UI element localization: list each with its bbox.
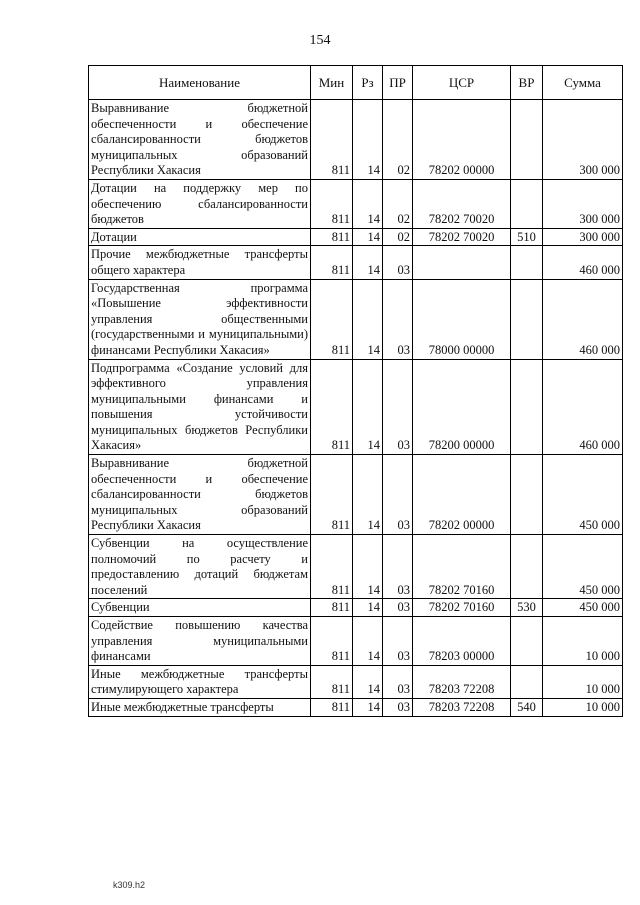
cell-csr: 78200 00000 [413,359,511,455]
budget-table [88,65,623,717]
cell-rz: 14 [353,228,383,246]
cell-rz: 14 [353,359,383,455]
cell-min: 811 [311,698,353,716]
cell-sum: 460 000 [543,279,623,359]
header-rz: Рз [353,66,383,100]
cell-sum: 10 000 [543,665,623,698]
cell-min: 811 [311,100,353,180]
cell-vr [511,246,543,279]
cell-sum: 300 000 [543,228,623,246]
cell-pr: 03 [383,698,413,716]
cell-sum: 450 000 [543,455,623,535]
table-row [89,535,623,599]
cell-sum: 10 000 [543,698,623,716]
cell-pr: 02 [383,228,413,246]
cell-sum: 300 000 [543,179,623,228]
table-row [89,228,623,246]
cell-vr [511,617,543,666]
cell-csr: 78202 00000 [413,455,511,535]
cell-name: Выравнивание бюджетной обеспеченности и обеспечение сбалансированности бюджетов муниципальных образований Республики Хакасия [89,455,311,535]
cell-sum: 450 000 [543,599,623,617]
cell-csr: 78203 00000 [413,617,511,666]
cell-vr [511,359,543,455]
cell-sum: 460 000 [543,246,623,279]
table-row [89,455,623,535]
cell-name: Иные межбюджетные трансферты [89,698,311,716]
cell-pr: 03 [383,359,413,455]
cell-csr: 78202 70020 [413,228,511,246]
cell-csr [413,246,511,279]
cell-csr: 78202 70160 [413,599,511,617]
cell-name: Иные межбюджетные трансферты стимулирующего характера [89,665,311,698]
cell-sum: 450 000 [543,535,623,599]
cell-vr: 510 [511,228,543,246]
cell-csr: 78202 70160 [413,535,511,599]
cell-csr: 78202 00000 [413,100,511,180]
table-row [89,617,623,666]
cell-csr: 78203 72208 [413,665,511,698]
cell-rz: 14 [353,279,383,359]
table-body [89,100,623,717]
cell-csr: 78203 72208 [413,698,511,716]
table-row [89,599,623,617]
cell-name: Субвенции [89,599,311,617]
cell-pr: 02 [383,100,413,180]
cell-min: 811 [311,228,353,246]
cell-name: Выравнивание бюджетной обеспеченности и обеспечение сбалансированности бюджетов муниципальных образований Республики Хакасия [89,100,311,180]
table-row [89,179,623,228]
cell-rz: 14 [353,535,383,599]
cell-vr [511,179,543,228]
cell-name: Субвенции на осуществление полномочий по расчету и предоставлению дотаций бюджетам поселений [89,535,311,599]
cell-name: Дотации [89,228,311,246]
cell-vr [511,665,543,698]
header-vr: ВР [511,66,543,100]
cell-name: Государственная программа «Повышение эффективности управления общественными (государственными и муниципальными) финансами Республики Хакасия» [89,279,311,359]
cell-pr: 02 [383,179,413,228]
footer-code: k309.h2 [113,880,146,890]
cell-sum: 300 000 [543,100,623,180]
cell-pr: 03 [383,246,413,279]
table-row [89,279,623,359]
cell-pr: 03 [383,455,413,535]
cell-vr [511,455,543,535]
cell-min: 811 [311,455,353,535]
cell-name: Прочие межбюджетные трансферты общего характера [89,246,311,279]
cell-vr: 540 [511,698,543,716]
cell-vr [511,100,543,180]
cell-rz: 14 [353,599,383,617]
table-header-row [89,66,623,100]
cell-rz: 14 [353,698,383,716]
cell-rz: 14 [353,246,383,279]
cell-vr [511,535,543,599]
cell-pr: 03 [383,599,413,617]
page-number: 154 [309,33,331,48]
cell-min: 811 [311,665,353,698]
cell-min: 811 [311,279,353,359]
table-row [89,100,623,180]
table-row [89,246,623,279]
header-name: Наименование [89,66,311,100]
table-row [89,665,623,698]
cell-min: 811 [311,535,353,599]
cell-min: 811 [311,179,353,228]
cell-csr: 78202 70020 [413,179,511,228]
header-sum: Сумма [543,66,623,100]
cell-pr: 03 [383,535,413,599]
cell-vr: 530 [511,599,543,617]
header-min: Мин [311,66,353,100]
cell-name: Содействие повышению качества управления муниципальными финансами [89,617,311,666]
header-pr: ПР [383,66,413,100]
cell-rz: 14 [353,100,383,180]
cell-rz: 14 [353,179,383,228]
cell-pr: 03 [383,665,413,698]
cell-rz: 14 [353,455,383,535]
cell-vr [511,279,543,359]
cell-pr: 03 [383,617,413,666]
cell-name: Подпрограмма «Создание условий для эффективного управления муниципальными финансами и повышения устойчивости муниципальных бюджетов Республики Хакасия» [89,359,311,455]
cell-name: Дотации на поддержку мер по обеспечению сбалансированности бюджетов [89,179,311,228]
cell-min: 811 [311,359,353,455]
table-row [89,359,623,455]
cell-sum: 10 000 [543,617,623,666]
budget-table-container [88,65,622,717]
cell-rz: 14 [353,617,383,666]
header-csr: ЦСР [413,66,511,100]
cell-min: 811 [311,599,353,617]
cell-csr: 78000 00000 [413,279,511,359]
cell-min: 811 [311,617,353,666]
cell-pr: 03 [383,279,413,359]
table-row [89,698,623,716]
cell-rz: 14 [353,665,383,698]
cell-sum: 460 000 [543,359,623,455]
cell-min: 811 [311,246,353,279]
